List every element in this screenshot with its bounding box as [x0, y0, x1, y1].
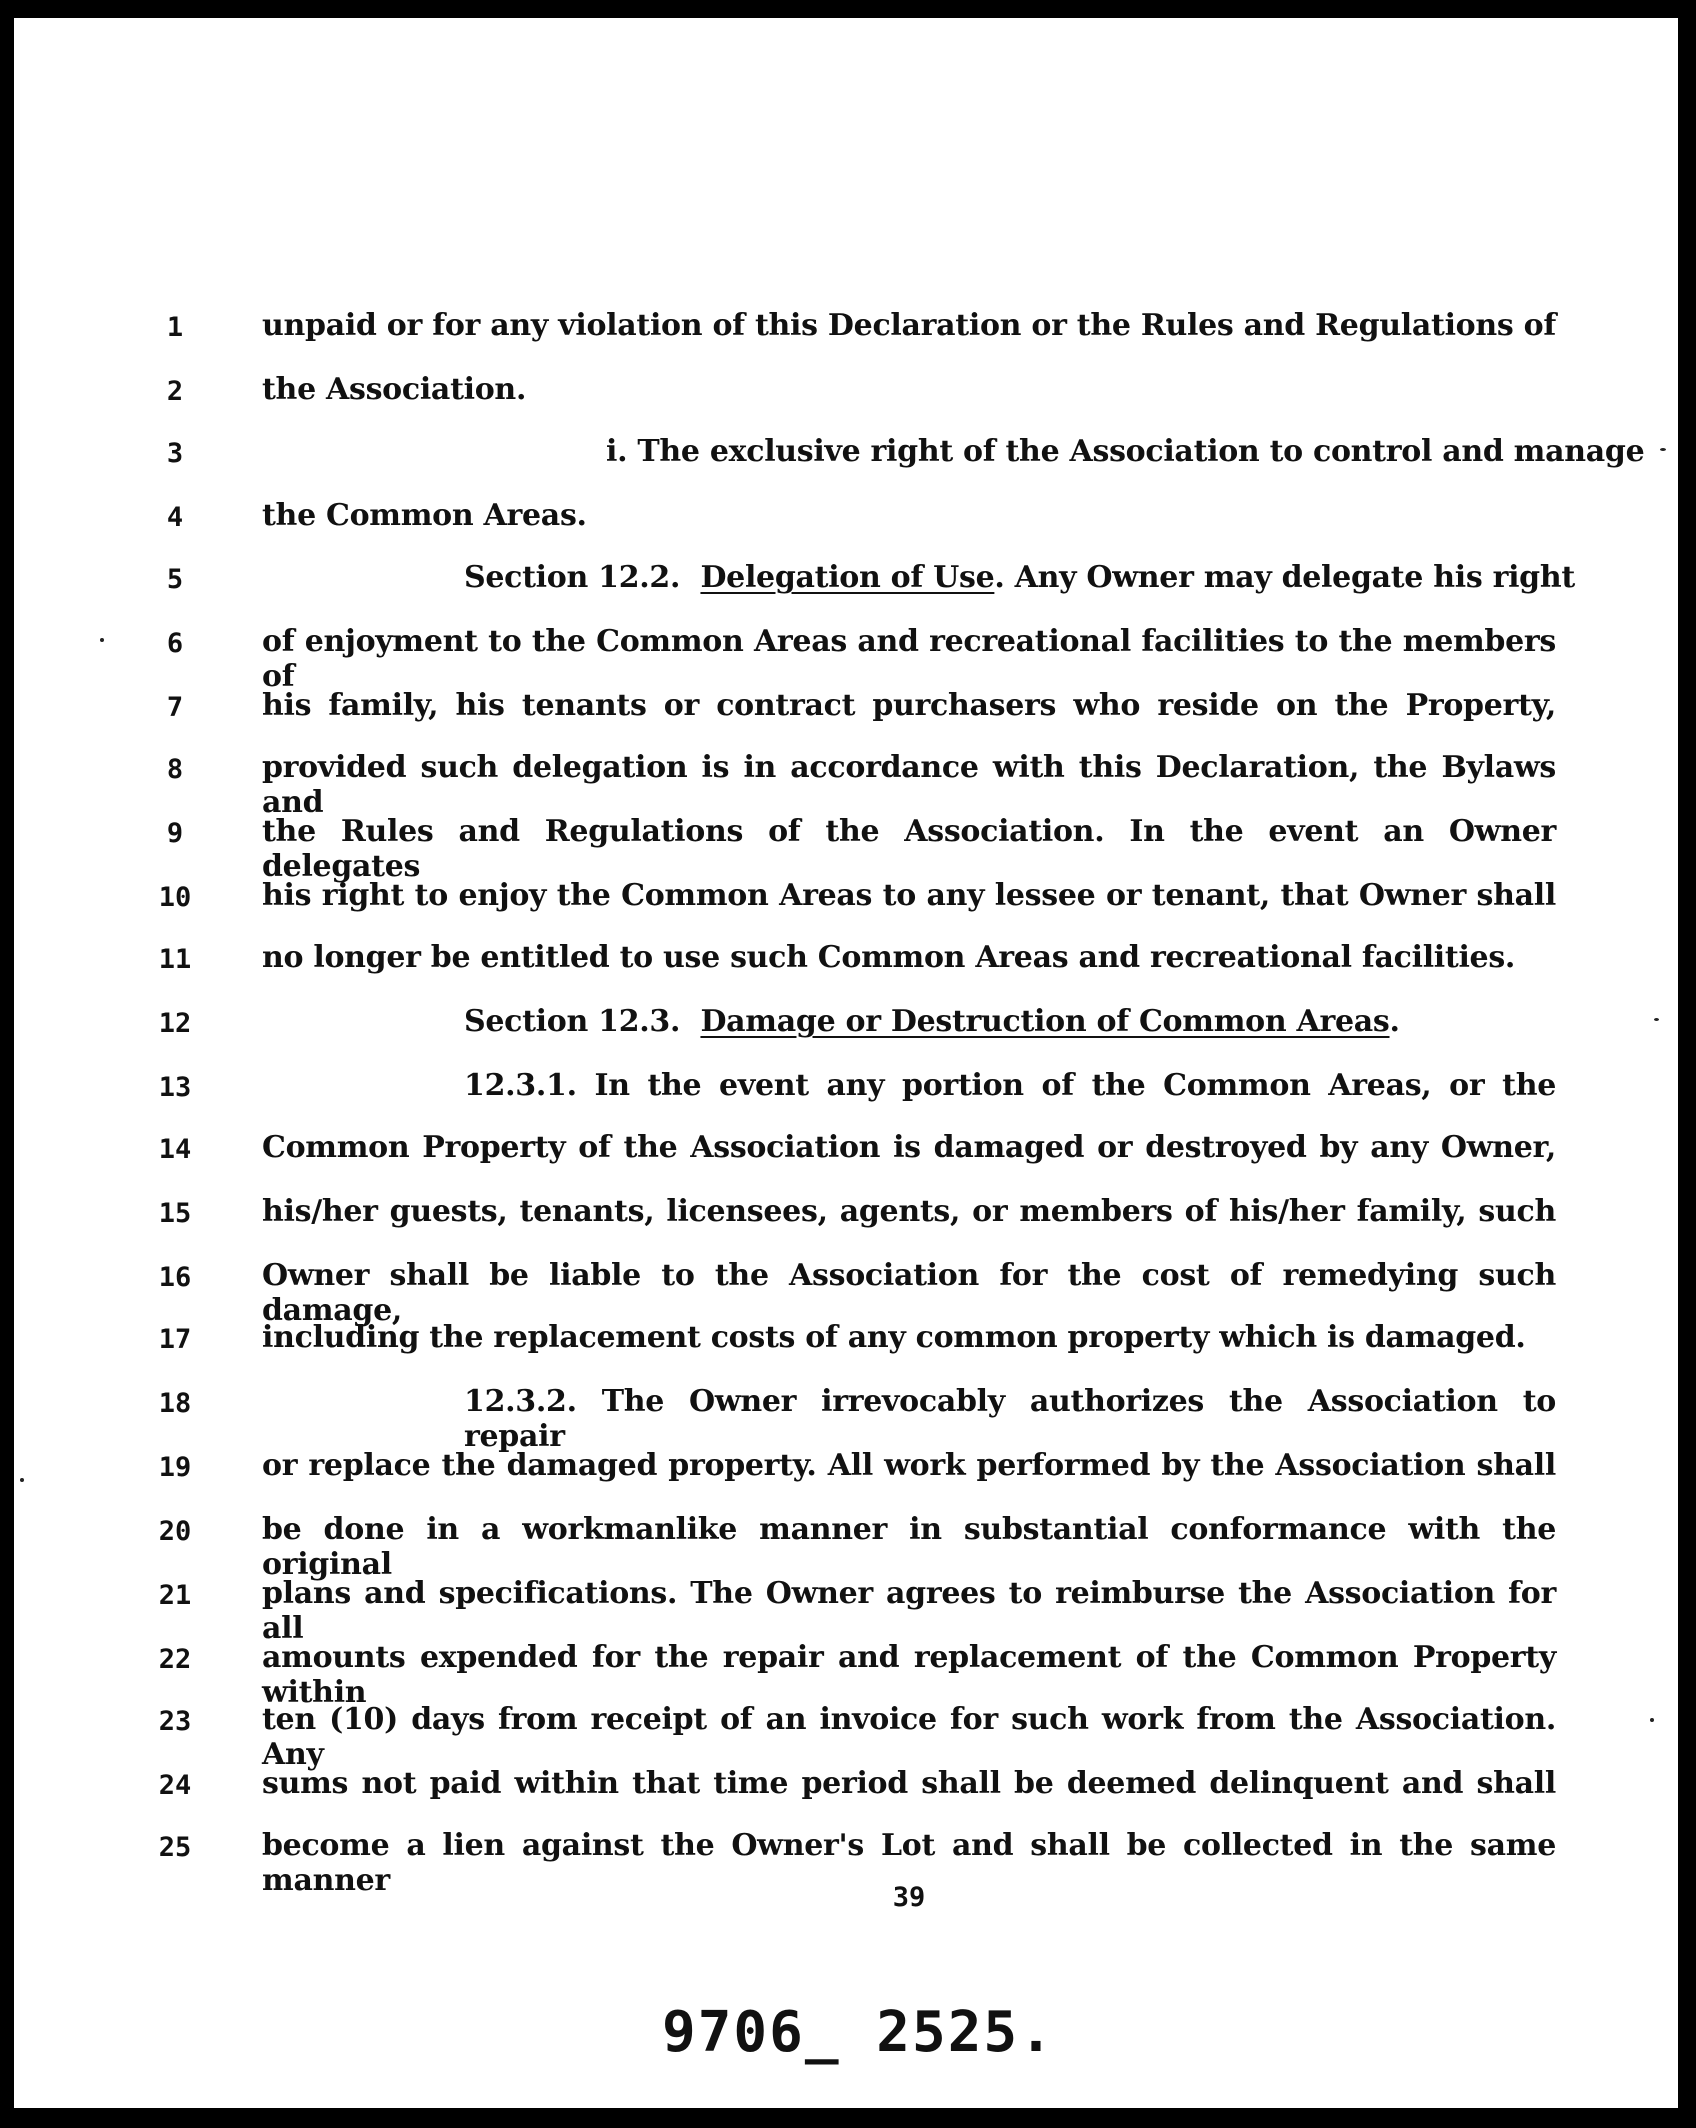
- text-line: [14, 494, 1678, 554]
- text-line: [14, 556, 1678, 616]
- text-line: [14, 810, 1678, 884]
- text-line: [14, 1190, 1678, 1250]
- line-number: 19: [158, 1452, 192, 1483]
- line-text: including the replacement costs of any common property which is damaged.: [262, 1320, 1526, 1355]
- scan-speck: [1650, 1718, 1654, 1722]
- line-number: 23: [158, 1706, 192, 1737]
- section-label: Section 12.2.: [464, 560, 681, 595]
- document-page: [14, 18, 1678, 2108]
- section-line-text: . Any Owner may delegate his right: [994, 560, 1575, 595]
- line-number: 13: [158, 1072, 192, 1103]
- text-line: [14, 1000, 1678, 1060]
- text-line: [14, 936, 1678, 996]
- line-number: 20: [158, 1516, 192, 1547]
- line-number: 15: [158, 1198, 192, 1229]
- line-text: be done in a workmanlike manner in substantial conformance with the original: [262, 1512, 1556, 1582]
- line-number: 7: [166, 692, 184, 723]
- line-number: 6: [166, 628, 184, 659]
- section-heading: Damage or Destruction of Common Areas: [700, 1004, 1390, 1039]
- text-line: [14, 1636, 1678, 1710]
- text-line: [14, 874, 1678, 934]
- scan-speck: [1660, 448, 1666, 451]
- line-text: sums not paid within that time period shall be deemed delinquent and shall: [262, 1766, 1556, 1801]
- text-line: [14, 1572, 1678, 1646]
- line-number: 22: [158, 1644, 192, 1675]
- text-line: [14, 368, 1678, 428]
- text-line: [14, 1698, 1678, 1772]
- line-text: his family, his tenants or contract purchasers who reside on the Property,: [262, 688, 1556, 723]
- text-line: [14, 1064, 1678, 1124]
- line-number: 16: [158, 1262, 192, 1293]
- document-stamp: 9706_ 2525.: [662, 2000, 1055, 2065]
- line-text: i. The exclusive right of the Association to control and manage: [606, 434, 1645, 469]
- text-line: [14, 684, 1678, 744]
- line-text: his right to enjoy the Common Areas to any lessee or tenant, that Owner shall: [262, 878, 1556, 913]
- line-text: plans and specifications. The Owner agrees to reimburse the Association for all: [262, 1576, 1556, 1646]
- line-number: 21: [158, 1580, 192, 1611]
- scan-speck: [1654, 1018, 1659, 1021]
- line-number: 11: [158, 944, 192, 975]
- text-line: [14, 1316, 1678, 1376]
- line-number: 10: [158, 882, 192, 913]
- line-number: 2: [166, 376, 184, 407]
- scan-speck: [100, 638, 104, 642]
- text-line: [14, 304, 1678, 364]
- text-line: [14, 746, 1678, 820]
- line-number: 24: [158, 1770, 192, 1801]
- line-text: ten (10) days from receipt of an invoice for such work from the Association. Any: [262, 1702, 1556, 1772]
- line-text: Common Property of the Association is damaged or destroyed by any Owner,: [262, 1130, 1556, 1165]
- line-number: 25: [158, 1832, 192, 1863]
- page-number: 39: [892, 1882, 926, 1913]
- line-text: unpaid or for any violation of this Declaration or the Rules and Regulations of: [262, 308, 1556, 343]
- text-line: [14, 620, 1678, 694]
- line-text: become a lien against the Owner's Lot and shall be collected in the same manner: [262, 1828, 1556, 1898]
- line-number: 12: [158, 1008, 192, 1039]
- line-number: 9: [166, 818, 184, 849]
- line-text: or replace the damaged property. All work performed by the Association shall: [262, 1448, 1556, 1483]
- line-text: Owner shall be liable to the Association for the cost of remedying such damage,: [262, 1258, 1556, 1328]
- text-line: [14, 1762, 1678, 1822]
- line-text: the Common Areas.: [262, 498, 587, 533]
- line-number: 5: [166, 564, 184, 595]
- line-text: the Rules and Regulations of the Association. In the event an Owner delegates: [262, 814, 1556, 884]
- line-text: of enjoyment to the Common Areas and recreational facilities to the members of: [262, 624, 1556, 694]
- line-number: 17: [158, 1324, 192, 1355]
- line-number: 3: [166, 438, 184, 469]
- section-label: Section 12.3.: [464, 1004, 681, 1039]
- scan-speck: [20, 1478, 24, 1482]
- line-text: amounts expended for the repair and replacement of the Common Property within: [262, 1640, 1556, 1710]
- text-line: [14, 430, 1678, 490]
- text-line: [14, 1126, 1678, 1186]
- section-heading: Delegation of Use: [700, 560, 995, 595]
- text-line: [14, 1254, 1678, 1328]
- text-line: [14, 1508, 1678, 1582]
- line-text: provided such delegation is in accordance with this Declaration, the Bylaws and: [262, 750, 1556, 820]
- line-text: his/her guests, tenants, licensees, agents, or members of his/her family, such: [262, 1194, 1556, 1229]
- line-text: no longer be entitled to use such Common Areas and recreational facilities.: [262, 940, 1516, 975]
- text-line: [14, 1380, 1678, 1454]
- section-line: [464, 1004, 1678, 1039]
- section-line: [464, 560, 1678, 595]
- line-number: 4: [166, 502, 184, 533]
- line-number: 18: [158, 1388, 192, 1419]
- line-text: 12.3.2. The Owner irrevocably authorizes the Association to repair: [464, 1384, 1556, 1454]
- line-number: 8: [166, 754, 184, 785]
- text-line: [14, 1444, 1678, 1504]
- section-line-text: .: [1389, 1004, 1400, 1039]
- line-text: the Association.: [262, 372, 527, 407]
- line-text: 12.3.1. In the event any portion of the Common Areas, or the: [464, 1068, 1556, 1103]
- line-number: 14: [158, 1134, 192, 1165]
- line-number: 1: [166, 312, 184, 343]
